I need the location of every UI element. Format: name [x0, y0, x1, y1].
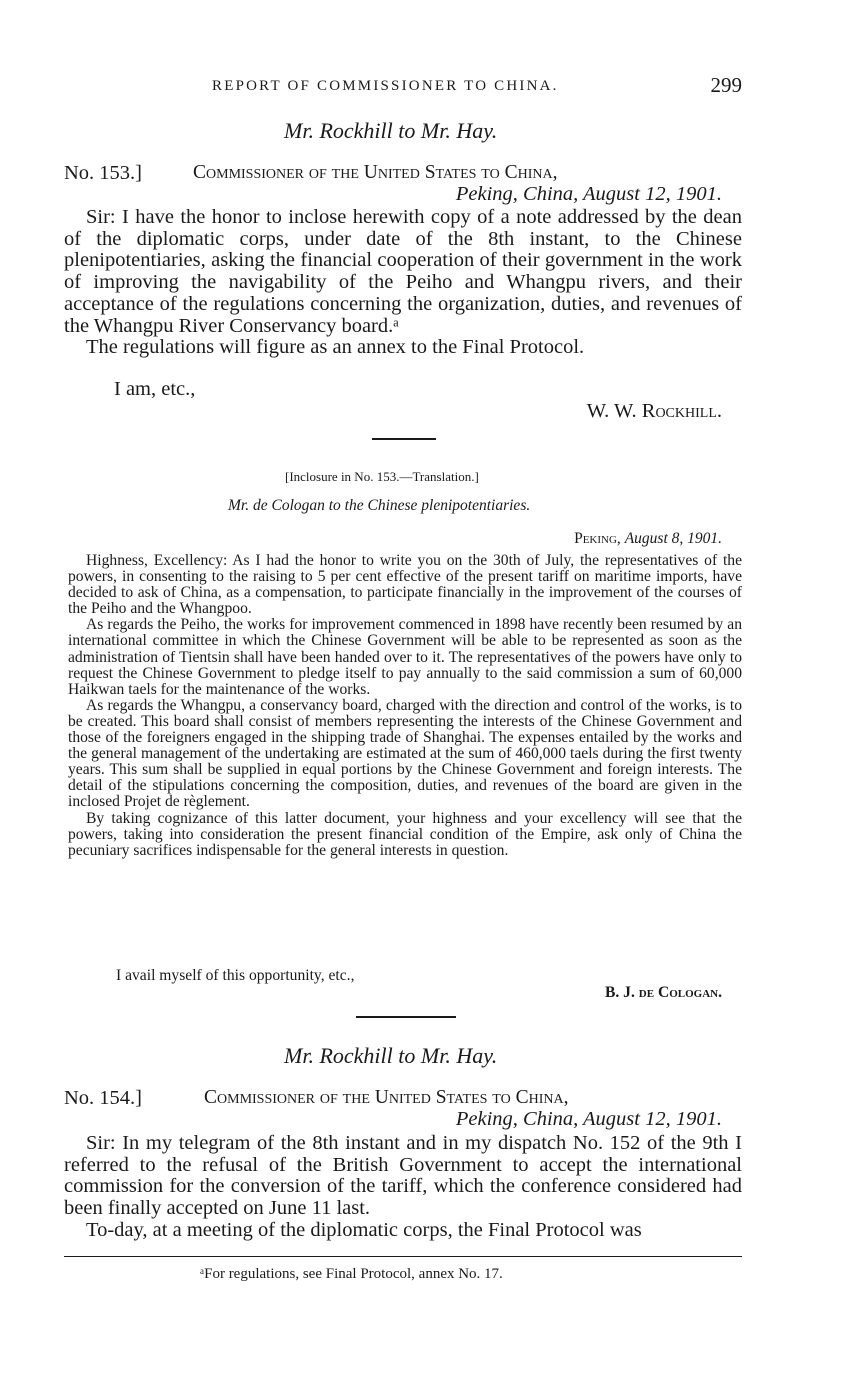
- inclosure-paragraph: As regards the Whangpu, a conservancy board, charged with the direction and control of the works, is to be created. This board shall consist of members representing the interests of the Chinese Government and those of the foreigners engaged in the shipping trade of Shanghai. The expenses entailed by the works and the general management of the undertaking are estimated at the sum of 460,000 taels during the first twenty years. This sum shall be supplied in equal portions by the Chinese Government and foreign interests. The detail of the stipulations concerning the composition, duties, and revenues of the board are given in the inclosed Projet de règlement.: [68, 696, 742, 811]
- inclosure-closing: I avail myself of this opportunity, etc.,: [116, 967, 355, 984]
- letter1-signature: W. W. Rockhill.: [586, 400, 722, 422]
- inclosure-label: [Inclosure in No. 153.—Translation.]: [285, 469, 479, 484]
- letter2-dateline: Peking, China, August 12, 1901.: [455, 1108, 722, 1130]
- letter1-salutation: Mr. Rockhill to Mr. Hay.: [284, 118, 498, 143]
- running-head: REPORT OF COMMISSIONER TO CHINA.: [212, 78, 559, 94]
- letter2-salutation: Mr. Rockhill to Mr. Hay.: [284, 1043, 498, 1068]
- letter2-heading: Commissioner of the United States to China,: [204, 1087, 569, 1108]
- letter1-number: No. 153.]: [64, 162, 143, 184]
- letter1-dateline: Peking, China, August 12, 1901.: [455, 183, 722, 205]
- letter1-body: [64, 207, 742, 359]
- inclosure-paragraph: As regards the Peiho, the works for improvement commenced in 1898 have recently been resumed by an international committee in which the Chinese Government will be able to be represented as soon as the administration of Tientsin shall have been handed over to it. The representatives of the powers have only to request the Chinese Government to pledge itself to pay annually to the said commission a sum of 60,000 Haikwan taels for the maintenance of the works.: [68, 616, 742, 698]
- letter1-closing: I am, etc.,: [114, 378, 196, 400]
- document-page: [64, 0, 742, 1380]
- inclosure-paragraph: Highness, Excellency: As I had the honor to write you on the 30th of July, the representatives of the powers, in consenting to the raising to 5 per cent effective of the present tariff on maritime imports, have decided to ask of China, as a compensation, to participate financially in the improvement of the courses of the Peiho and the Whangpoo.: [68, 552, 742, 618]
- inclosure-date: August 8, 1901.: [624, 530, 722, 547]
- letter2-number: No. 154.]: [64, 1087, 143, 1109]
- inclosure-paragraph: By taking cognizance of this latter document, your highness and your excellency will see that the powers, taking into consideration the present financial condition of the Empire, ask only of China the pecuniary sacrifices indispensable for the general interests in question.: [68, 809, 742, 859]
- inclosure-date-place: Peking,: [574, 530, 621, 547]
- inclosure-signature: B. J. de Cologan.: [604, 984, 722, 1001]
- letter2-body: [64, 1133, 742, 1242]
- inclosure-dateline: [574, 530, 722, 548]
- footnote-rule: [64, 1256, 742, 1257]
- section-divider: [356, 1016, 456, 1018]
- footnote: ᵃFor regulations, see Final Protocol, annex No. 17.: [200, 1266, 503, 1282]
- inclosure-body: [68, 553, 742, 859]
- page-number: 299: [710, 73, 742, 97]
- section-divider: [372, 438, 436, 440]
- letter2-paragraph: To-day, at a meeting of the diplomatic corps, the Final Protocol was: [86, 1218, 642, 1241]
- letter1-paragraph: Sir: I have the honor to inclose herewith copy of a note addressed by the dean of the diplomatic corps, under date of the 8th instant, to the Chinese plenipotentiaries, asking the financial cooperation of their government in the work of improving the navigability of the Peiho and Whangpu rivers, and their acceptance of the regulations concerning the organization, duties, and revenues of the Whangpu River Conservancy board.ᵃ: [64, 206, 742, 337]
- inclosure-salutation: Mr. de Cologan to the Chinese plenipotentiaries.: [228, 497, 531, 514]
- letter1-paragraph: The regulations will figure as an annex to the Final Protocol.: [86, 336, 585, 359]
- letter1-heading: Commissioner of the United States to China,: [193, 162, 558, 183]
- letter2-paragraph: Sir: In my telegram of the 8th instant and in my dispatch No. 152 of the 9th I referred to the refusal of the British Government to accept the international commission for the conversion of the tariff, which the conference considered had been finally accepted on June 11 last.: [64, 1132, 742, 1220]
